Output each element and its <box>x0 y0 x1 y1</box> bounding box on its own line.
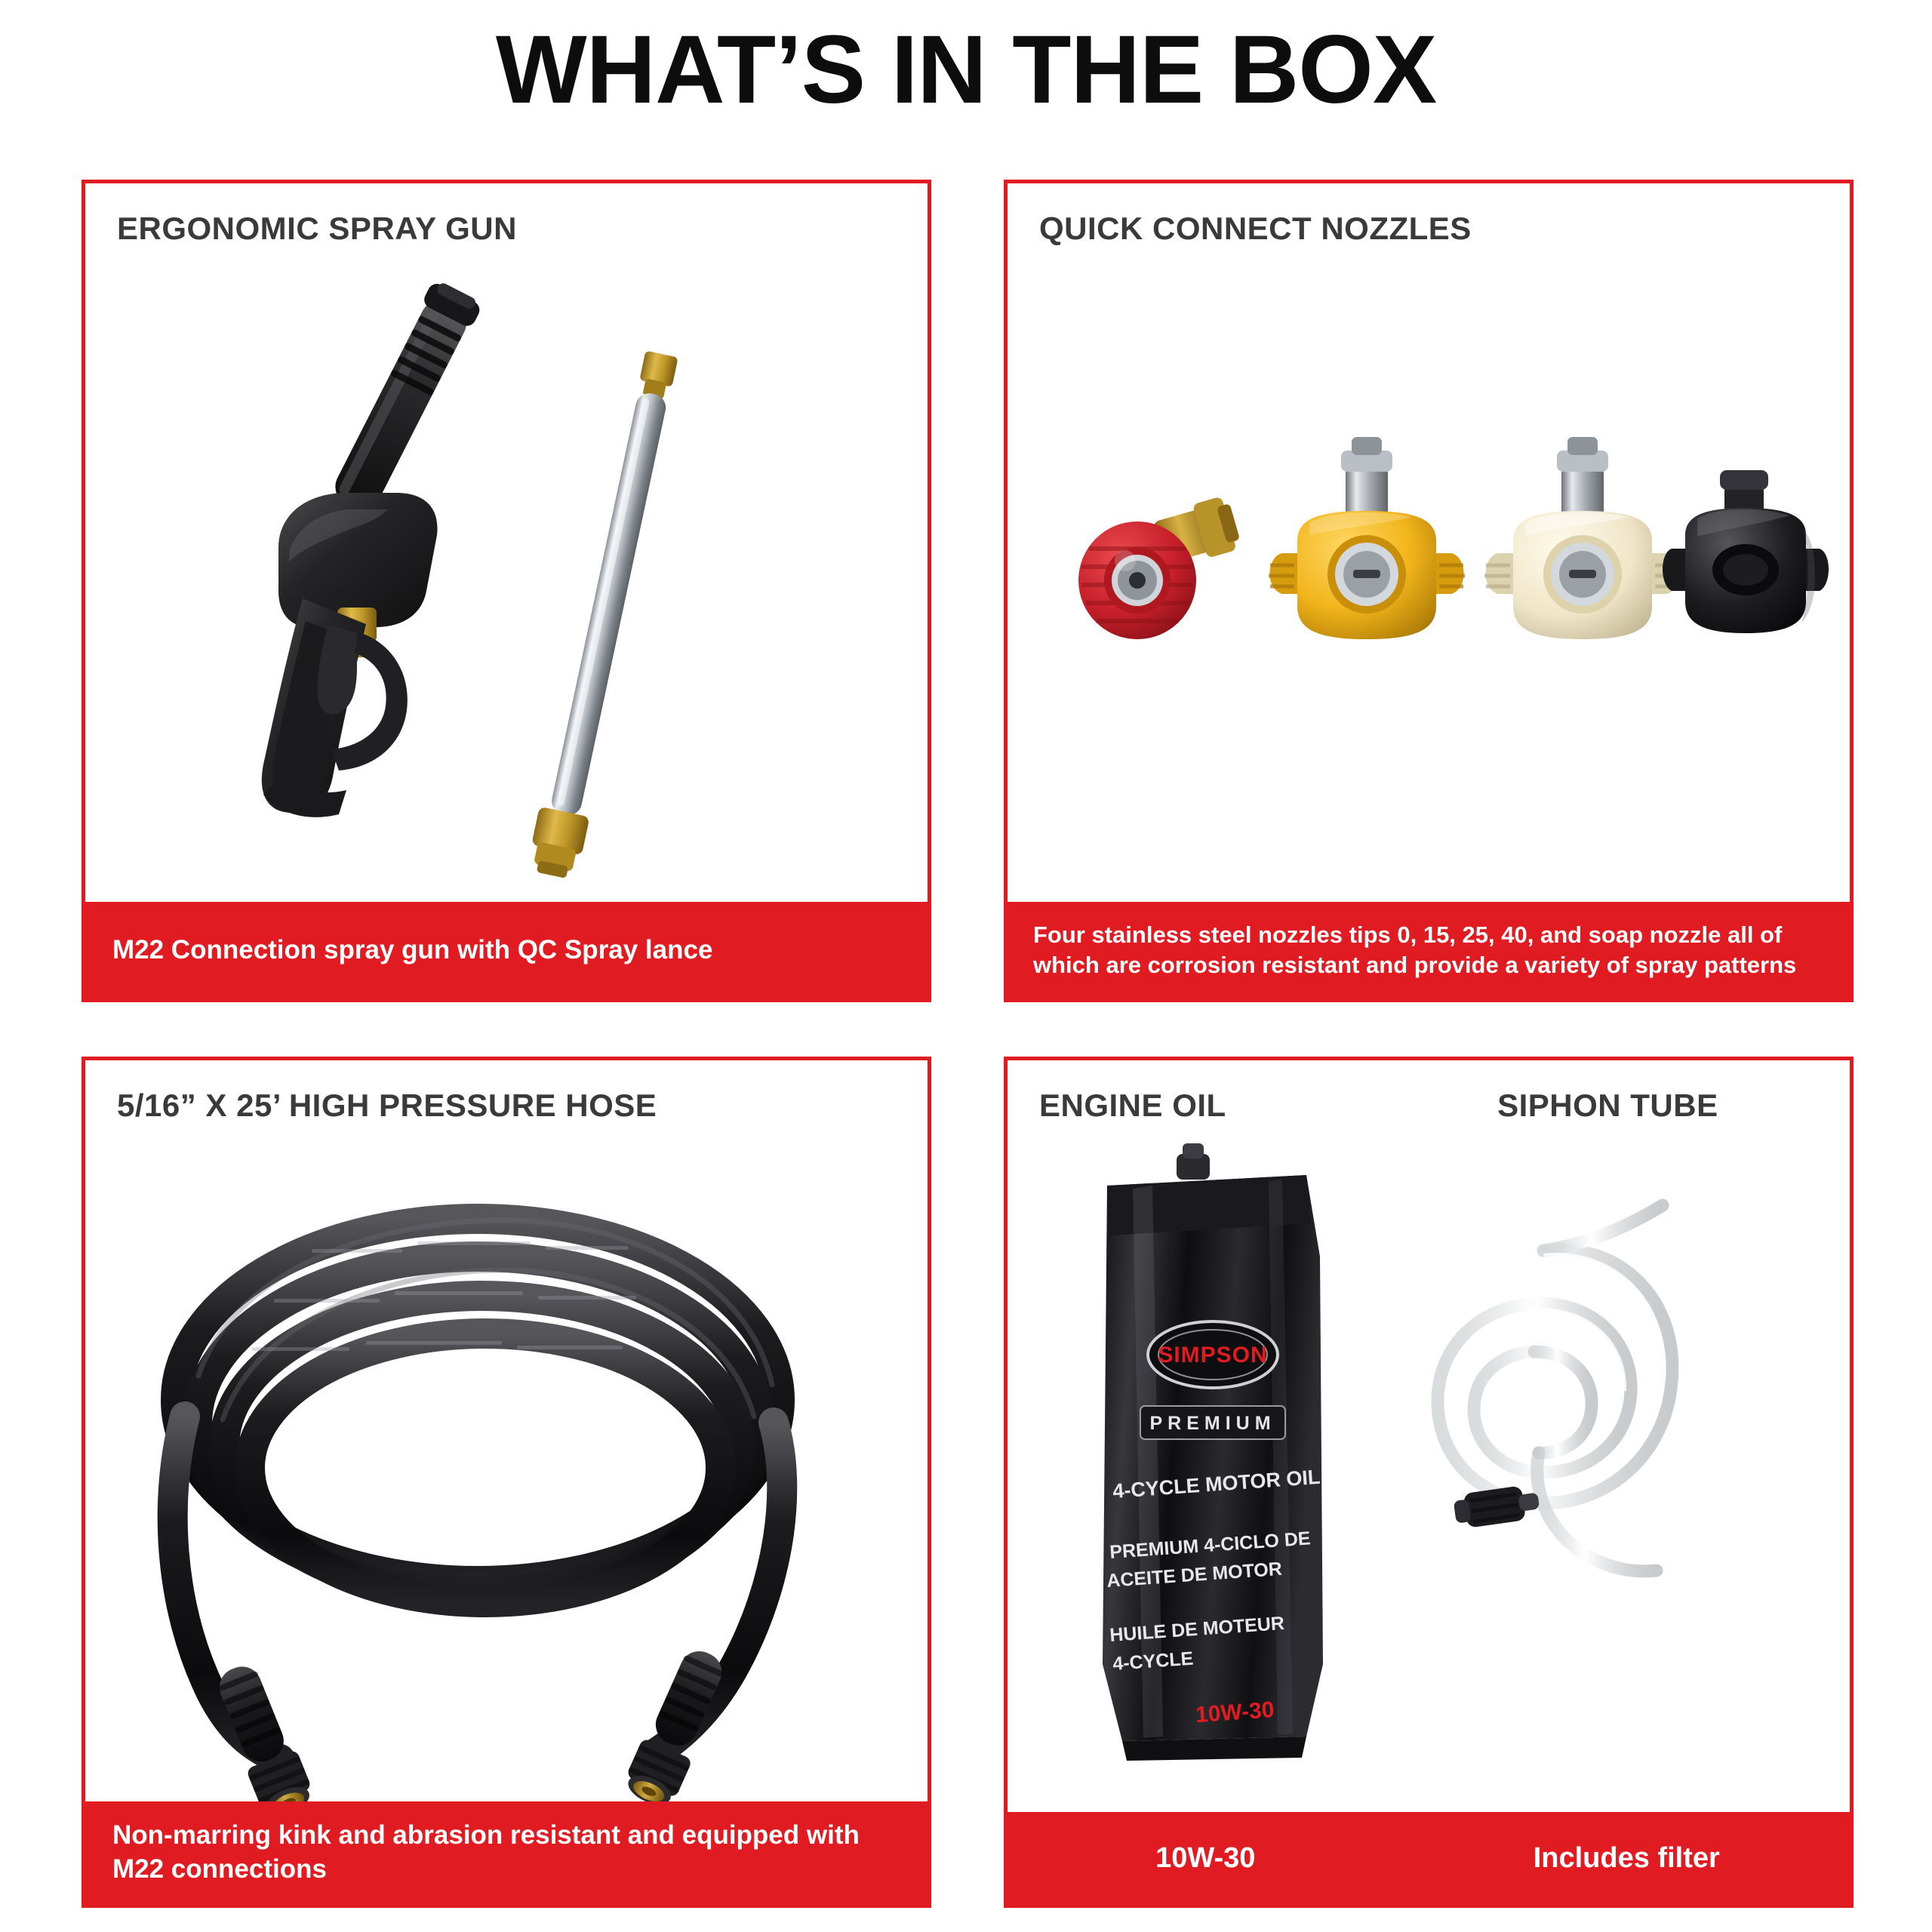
svg-text:ACEITE DE MOTOR: ACEITE DE MOTOR <box>1106 1558 1283 1592</box>
caption-nozzles: Four stainless steel nozzles tips 0, 15, 25, 40, and soap nozzle all of which are corrosion resistant and provide a variety of spray patterns <box>1008 902 1850 998</box>
svg-text:SIMPSON: SIMPSON <box>1158 1343 1268 1367</box>
panel-spray-gun <box>82 180 931 1002</box>
nozzle-yellow <box>1269 437 1465 639</box>
svg-text:4-CYCLE MOTOR OIL: 4-CYCLE MOTOR OIL <box>1112 1465 1321 1503</box>
svg-text:10W-30: 10W-30 <box>1194 1697 1275 1728</box>
panel-nozzles <box>1004 180 1854 1002</box>
oil-and-siphon-image <box>1008 1136 1850 1801</box>
svg-text:PREMIUM 4-CICLO DE: PREMIUM 4-CICLO DE <box>1109 1527 1312 1563</box>
caption-siphon-tube: Includes filter <box>1533 1841 1720 1874</box>
panel-heading-engine-oil: ENGINE OIL <box>1039 1088 1226 1123</box>
page-title: WHAT’S IN THE BOX <box>495 16 1437 124</box>
nozzles-image <box>1008 259 1850 896</box>
panel-grid <box>82 180 1854 1908</box>
panel-heading-oil-siphon <box>1039 1088 1818 1124</box>
panel-heading-spray-gun: ERGONOMIC SPRAY GUN <box>117 211 517 246</box>
svg-text:HUILE DE MOTEUR: HUILE DE MOTEUR <box>1109 1612 1285 1646</box>
svg-text:PREMIUM: PREMIUM <box>1149 1413 1276 1434</box>
spray-gun-image <box>85 259 928 896</box>
caption-hose: Non-marring kink and abrasion resistant and equipped with M22 connections <box>85 1801 928 1904</box>
panel-heading-hose: 5/16” X 25’ HIGH PRESSURE HOSE <box>117 1088 657 1123</box>
hose-image <box>85 1136 928 1801</box>
nozzle-black <box>1663 470 1829 633</box>
panel-oil-siphon <box>1004 1057 1854 1908</box>
panel-hose <box>82 1057 931 1908</box>
siphon-tube <box>1438 1205 1672 1571</box>
panel-heading-siphon-tube: SIPHON TUBE <box>1497 1088 1718 1123</box>
oil-pouch <box>1103 1143 1323 1761</box>
nozzle-red <box>1078 494 1242 639</box>
caption-oil-siphon <box>1008 1812 1850 1904</box>
panel-heading-nozzles: QUICK CONNECT NOZZLES <box>1039 211 1472 246</box>
caption-engine-oil: 10W-30 <box>1155 1841 1256 1874</box>
svg-text:4-CYCLE: 4-CYCLE <box>1112 1647 1195 1675</box>
caption-spray-gun: M22 Connection spray gun with QC Spray lance <box>85 902 928 998</box>
nozzle-white <box>1484 437 1681 639</box>
